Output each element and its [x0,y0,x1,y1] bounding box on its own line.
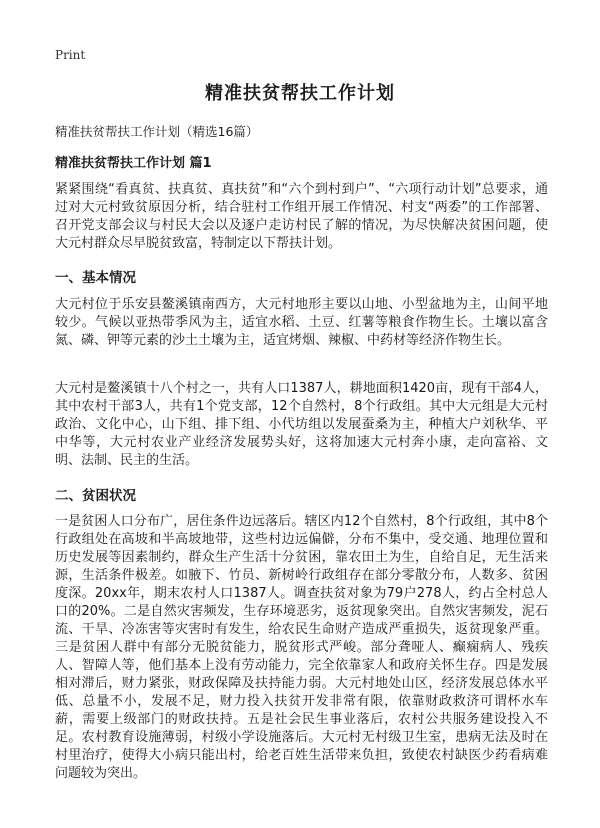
basic-paragraph-1: 大元村位于乐安县鳌溪镇南西方，大元村地形主要以山地、小型盆地为主，山间平地较少。气候以亚热带季风为主，适宜水稻、土豆、红薯等粮食作物生长。土壤以富含氮、磷、钾等元素的沙土土壤为主，适宜烤烟、辣椒、中药材等经济作物生长。 [55,297,548,348]
print-label: Print [55,48,86,62]
document-subtitle: 精准扶贫帮扶工作计划（精选16篇） [55,124,259,139]
piece-heading: 精准扶贫帮扶工作计划 篇1 [55,156,212,171]
section-heading-basic: 一、基本情况 [55,270,136,286]
intro-paragraph: 紧紧围绕“看真贫、扶真贫、真扶贫”和“六个到村到户”、“六项行动计划”总要求，通过对大元村致贫原因分析，结合驻村工作组开展工作情况、村支“两委”的工作部署、召开党支部会议与村民大会以及逐户走访村民了解的情况，为尽快解决贫困问题，使大元村群众尽早脱贫致富，特制定以下帮扶计划。 [55,182,548,251]
section-heading-poverty: 二、贫困状况 [55,488,136,504]
poverty-paragraph: 一是贫困人口分布广，居住条件边远落后。辖区内12个自然村，8个行政组，其中8个行政组处在高坡和半高坡地带，这些村边远偏僻，分布不集中，受交通、地理位置和历史发展等因素制约，群众生产生活十分贫困，靠农田土为生，自给自足，无生活来源，生活条件极差。如腋下、竹员、新树岭行政组存在部分零散分布，人数多、贫困度深。20xx年，期末农村人口1387人。调查扶贫对象为79户278人，约占全村总人口的20%。二是自然灾害频发，生存环境恶劣，返贫现象突出。自然灾害频发，泥石流、干旱、冷冻害等灾害时有发生，给农民生命财产造成严重损失，返贫现象严重。三是贫困人群中有部分无脱贫能力，脱贫形式严峻。部分聋哑人、癫痫病人、残疾人、智障人等，他们基本上没有劳动能力，完全依靠家人和政府关怀生存。四是发展相对滞后，财力紧张，财政保障及扶持能力弱。大元村地处山区，经济发展总体水平低、总量不小，发展不足，财力投入扶贫开发非常有限，依靠财政救济可谓杯水车薪，需要上级部门的财政扶持。五是社会民生事业落后，农村公共服务建设投入不足。农村教育设施薄弱，村级小学设施落后。大元村无村级卫生室，患病无法及时在村里治疗，使得大小病只能出村，给老百姓生活带来负担，致使农村缺医少药看病难问题较为突出。 [55,514,548,781]
basic-paragraph-2: 大元村是鳌溪镇十八个村之一，共有人口1387人，耕地面积1420亩，现有干部4人，其中农村干部3人，共有1个党支部，12个自然村，8个行政组。其中大元组是大元村政治、文化中心，山下组、排下组、小代坊组以发展蚕桑为主，种植大户刘秋华、平中华等，大元村农业产业经济发展势头好，这将加速大元村奔小康，走向富裕、文明、法制、民主的生活。 [55,381,548,468]
document-title: 精准扶贫帮扶工作计划 [205,83,395,104]
